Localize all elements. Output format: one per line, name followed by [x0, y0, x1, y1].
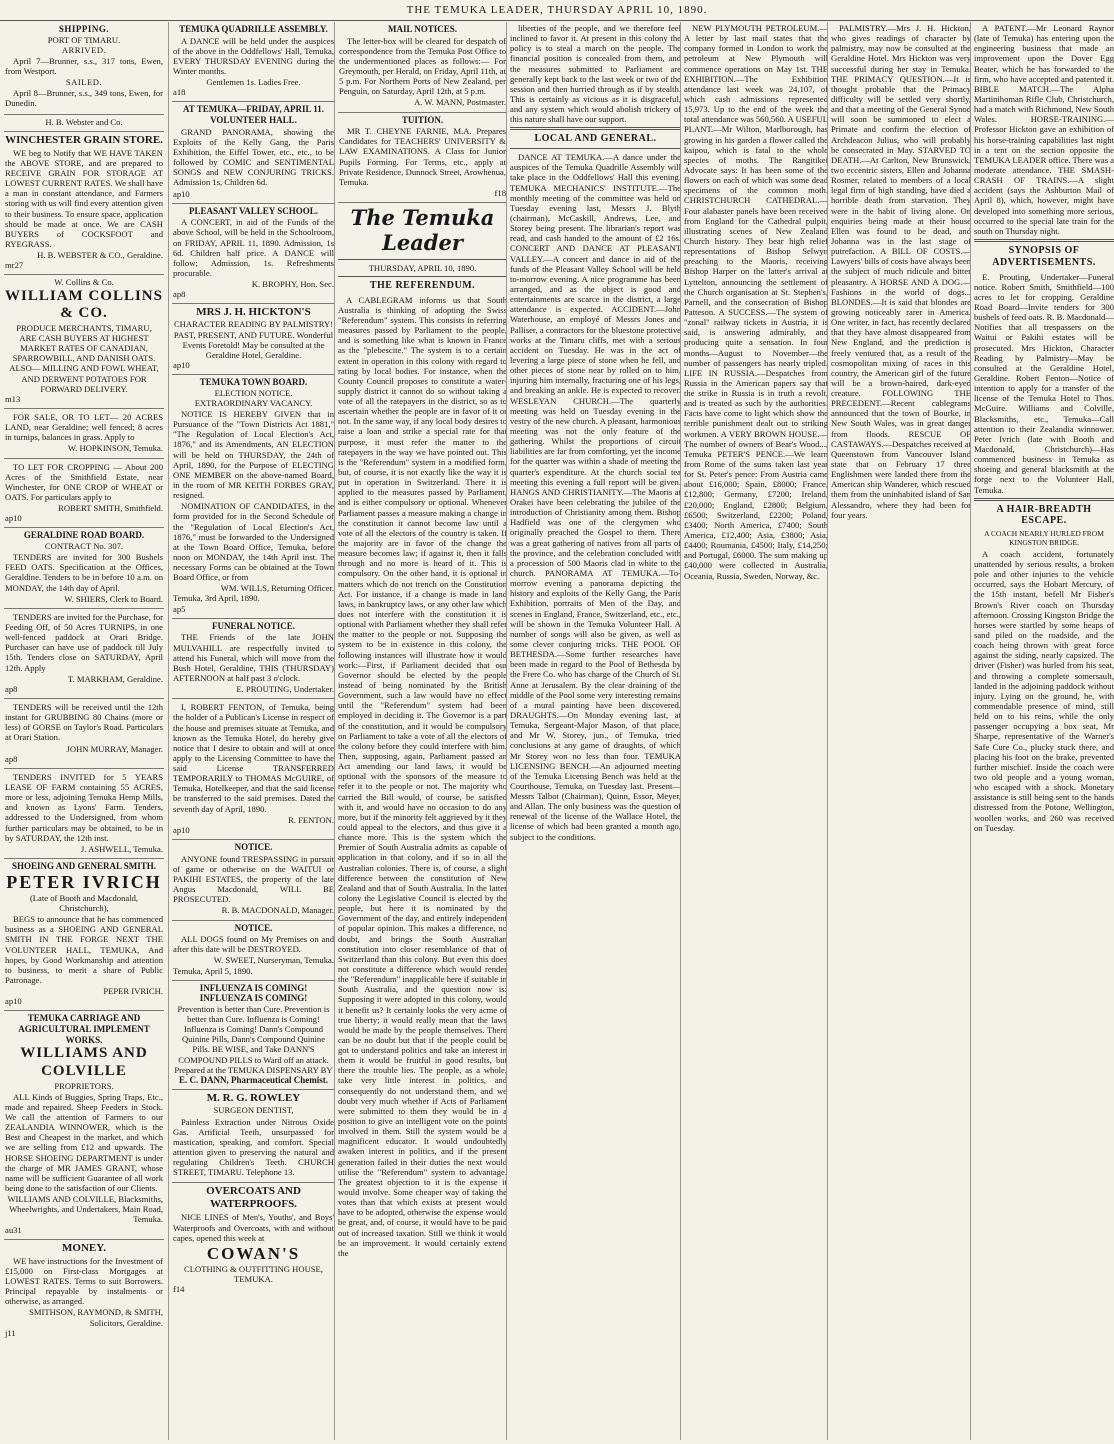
mail-body: The letter-box will be cleared for despatch of correspondence from the Temuka Post Office to the undermentioned places as follows:— For Greymouth, per Herald, on Friday, April 11th, at 5 p.m. For Northern Ports of New Zealand, per Penguin, on Saturday, April 12th, at 5 p.m. — [339, 35, 506, 97]
town-board-sig: WM. WILLS, Returning Officer. — [220, 583, 334, 594]
fenton-code: ap10 — [173, 824, 190, 835]
to-let-ad — [4, 459, 164, 529]
smith-code: ap10 — [5, 996, 22, 1007]
cowan-sub: CLOTHING & OUTFITTING HOUSE, TEMUKA. — [184, 1263, 323, 1284]
tuition-code: f18 — [494, 188, 506, 199]
tuition-title: TUITION. — [401, 114, 444, 125]
influenza-title: INFLUENZA IS COMING! INFLUENZA IS COMING! — [199, 982, 308, 1004]
cowan-body: NICE LINES of Men's, Youths', and Boys' Waterproofs and Overcoats, with and without capes, opened this week at — [173, 1212, 334, 1243]
for-sale-sig: W. HOPKINSON, Temuka. — [67, 443, 163, 454]
synopsis-body: E. Prouting, Undertaker—Funeral notice. Robert Smith, Smithfield—100 acres to let for cropping. Geraldine Road Board—Invite tenders for 300 bushels of feed oats. R. B. Macdonald—Notifies that all trespassers on the Waitui or Pakihi estates will be prosecuted. Mrs Hickton, Character Reading by Palmistry—May be consulted at the Geraldine Hotel, Geraldine. Robert Fenton—Notice of intention to apply for a transfer of the license of the Temuka Hotel to Thos. McGuire. Williams and Colville, Blacksmiths, etc., Temuka—Call attention to their Zealandia winnower. Peter Ivrich (late with Booth and Macdonald, Christchurch)—Has commenced business in Temuka as shoeing and general blacksmith at the forge next to the Volunteer Hall, Temuka. — [974, 271, 1114, 495]
cowan-code: f14 — [173, 1284, 185, 1295]
money-ad — [4, 1240, 164, 1342]
funeral-body: THE Friends of the late JOHN MULVAHILL are respectfully invited to attend his Funeral, which will move from the Bush Hotel, Geraldine, THIS (THURSDAY) AFTERNOON at half past 3 o'clock. — [173, 632, 334, 683]
collins-title: WILLIAM COLLINS & CO. — [5, 287, 163, 322]
notice2-body: ALL DOGS found on My Premises on and after this date will be DESTROYED. — [173, 934, 334, 955]
webster-line: H. B. Webster and Co. — [4, 115, 164, 132]
turnips-code: ap8 — [5, 683, 18, 694]
grain-store-code: mr27 — [5, 260, 24, 271]
collins-sub: PRODUCE MERCHANTS, TIMARU, — [16, 322, 152, 333]
williams-title: WILLIAMS AND COLVILLE — [20, 1045, 148, 1079]
fenton-ad — [172, 699, 335, 840]
column6-body: PALMISTRY.—Mrs J. H. Hickton, who gives readings of character by palmistry, may now be consulted at the Geraldine Hotel. Mrs Hickton was very successful during her stay in Temuka. THE PRIMACY QUESTION.—It is thought probable that the Primacy difficulty will be settled very shortly, and that a meeting of the General Synod will soon be summoned to elect a Primate and confirm the election of Archdeacon Julius, who will probably be consecrated in May. STARVED TO DEATH.—At Carlton, New Brunswick, two eccentric sisters, Ellen and Johanna Rosmer, related to members of a local legal firm of high standing, have died a horrible death from starvation. They were in the habit of living alone. On enquiries being made at their house Ellen was found to be dead, and Johanna was in the last stage of putrefaction. A BILL OF COSTS.—Lawyers' bills of costs have always been the subject of much ridicule and bitter pleasantry. A HORSE AND A DOG.—Fashions in the world of dogs... BLONDES.—It is said that blondes are growing noticeably rarer in America. One writer, in fact, has recently declared that they have almost disappeared from New England, and the prediction is freely ventured that, as a result of the cosmopolitan mixing of races in this country, the American girl of the future will be a brown-haired, dark-eyed creature. FOLLOWING THE PRECEDENT.—Recent cablegrams announced that the town of Bourke, in New South Wales, was in great danger from floods. RESCUE OF CASTAWAYS.—Despatches received at Queenstown from Vancouver Island state that on February 17 three Englishmen were landed there from the American ship Wanderer, which rescued them from the uninhabited island of San Alessandro, where they had been for four years. — [831, 23, 971, 520]
local-general-title: LOCAL AND GENERAL. — [534, 133, 657, 145]
masthead-title: The Temuka Leader — [350, 205, 495, 255]
town-board-date: Temuka, 3rd April, 1890. — [173, 593, 260, 604]
fenton-body: I, ROBERT FENTON, of Temuka, being the holder of a Publican's License in respect of the house and premises situate at Temuka, and known as the Temuka Hotel, do hereby give notice that I desire to obtain and will at once apply to the Licensing Committee to have the said License TRANSFERRED TEMPORARILY to THOMAS McGUIRE, of Temuka, Hotelkeeper, and that the said license be transferred to the said premises. Dated the seventh day of April, 1890. — [173, 702, 334, 814]
rowley-body: Painless Extraction under Nitrous Oxide Gas. Artificial Teeth, unsurpassed for mastication, speaking, and comfort. Special attention given to preserving the natural and regulating Children's Teeth. CHURCH STREET, TIMARU. Telephone 13. — [173, 1116, 334, 1178]
shipping-section — [4, 22, 164, 115]
hickton-body: CHARACTER READING BY PALMISTRY! PAST, PRESENT, AND FUTURE. Wonderful Events Foretold! May be consulted at the Geraldine Hotel, Geraldine. — [173, 319, 334, 360]
tuition-ad — [338, 113, 507, 204]
column-4 — [506, 22, 681, 1440]
masthead — [338, 206, 507, 277]
pleasant-code: ap8 — [173, 289, 186, 300]
quadrille-code: a18 — [173, 87, 186, 98]
grubbing-body: TENDERS will be received until the 12th instant for GRUBBING 80 Chains (more or less) of GORSE on Taylor's Road. Particulars at Orari Station. — [5, 702, 163, 743]
column-6 — [827, 22, 971, 1440]
williams-ad — [4, 1011, 164, 1239]
influenza-body: Prevention is better than Cure. Prevention is better than Cure. Influenza is Coming! Influenza is Coming! Dann's Compound Quinine Pills, Dann's Compound Quinine Pills. BE WISE, and Take DANN'S COMPOUND PILLS to Ward off an attack. Prepared at the TEMUKA DISPENSARY BY — [174, 1003, 333, 1075]
to-let-body: TO LET FOR CROPPING — About 200 Acres of the Smithfield Estate, near Winchester, for ONE CROP of WHEAT or OATS. For particulars apply to — [5, 461, 163, 503]
grain-store-title: WINCHESTER GRAIN STORE. — [5, 133, 163, 146]
sailed-text: April 8—Brunner, s.s., 349 tons, Ewen, for Dunedin. — [5, 88, 163, 109]
hickton-code: ap10 — [173, 359, 190, 370]
pleasant-body: A CONCERT, in aid of the Funds of the above School, will be held in the Schoolroom, on FRIDAY, APRIL 11, 1890. Admission, 1s 6d. Children half price. A DANCE will follow; Admission, 1s. Refreshments procurable. — [173, 217, 334, 278]
smith-sig: PEPER IVRICH. — [103, 986, 163, 997]
to-let-sig: ROBERT SMITH, Smithfield. — [58, 503, 163, 514]
funeral-sig: E. PROUTING, Undertaker. — [236, 684, 334, 695]
arrived-text: April 7—Brunner, s.s., 317 tons, Ewen, from Westport. — [5, 55, 163, 77]
to-let-code: ap10 — [5, 513, 22, 524]
quadrille-title: TEMUKA QUADRILLE ASSEMBLY. — [179, 24, 328, 34]
volunteer-ad — [172, 102, 335, 203]
pleasant-sig: K. BROPHY, Hon. Sec. — [251, 279, 334, 290]
sailed-label: SAILED. — [65, 77, 103, 88]
smith-body: BEGS to announce that he has commenced business as a SHOEING AND GENERAL SMITH IN THE FORGE NEXT THE VOLUNTEER HALL, TEMUKA, And hopes, by Good Workmanship and attention to business, to merit a share of Public Patronage. — [5, 914, 163, 985]
column5-body: NEW PLYMOUTH PETROLEUM.—A letter by last mail states that the company formed in London to work the petroleum at New Plymouth will commence operations on May 1st. THE EXHIBITION.—The Exhibition attendance last week was 24,107, of which cash admissions represented 15,973. Up to the end of the week the total attendance was 560,560. A USEFUL PLANT.—Mr Wilton, Marlborough, has growing in his garden a flower called the kaipou, which is fatal to the whole species of moths. The Rangitikei Advocate says: It has been some of the flowers on each of which was some dead specimens of the common moth. CHRISTCHURCH CATHEDRAL.—Four alabaster panels have been received from England for the Cathedral pulpit, illustrating scenes of New Zealand Church history. They bear high relief representations of Bishop Selwyn preaching to the Maoris, receiving Bishop Harper on the latter's arrival at Lyttelton, announcing the settlement of the Church organisation at St. Stephen's, Parnell, and the consecration of Bishop Patteson. A SUCCESS.—The system of "zonal" railway tickets in Austria, it is said, is answering admirably, and producing quite a sensation. In four months—August to November—the number of passengers has nearly tripled. LIFE IN RUSSIA.—Despatches from Russia in the American papers say that the strike in Russia is in truth a revolt, and is treated as such by the authorities. Facts have come to light which show the terrible punishment dealt out to striking workmen. A VERY BROWN HOUSE.—The number of owners of Bear's Wood..., Temuka PETER'S PENCE.—We learn from Rome of the sums taken last year for St. Peter's pence: From Austria came about £16,000; Spain, £8000; France, £12,800; Germany, £7200; Ireland, £20,000; England, £2800; Belgium, £6500; Switzerland, £2200; Poland, £3400; North America, £7400; South America, £12,400; Asia, £3800; Asia, £4400; Roumania, £4500; Italy, £14,250; and Portugal, £6000. The sum making up £40,000 were collected in Australia, Oceania, Russia, Sweden, Norway, &c. — [684, 23, 828, 581]
hickton-title: MRS J. H. HICKTON'S — [196, 306, 311, 319]
money-sig: SMITHSON, RAYMOND, & SMITH, Solicitors, Geraldine. — [29, 1307, 163, 1328]
cowan-ad — [172, 1183, 335, 1298]
lease-sig: J. ASHWELL, Temuka. — [80, 843, 163, 854]
notice2-title: NOTICE. — [234, 922, 273, 933]
shipping-title: SHIPPING. — [58, 24, 110, 34]
influenza-sig: E. C. DANN, Pharmaceutical Chemist. — [179, 1074, 328, 1085]
turnips-ad — [4, 609, 164, 699]
hickton-ad — [172, 304, 335, 375]
smith-title: SHOEING AND GENERAL SMITH. — [11, 860, 157, 871]
column-7 — [970, 22, 1114, 1440]
turnips-sig: T. MARKHAM, Geraldine. — [67, 673, 163, 684]
rowley-ad — [172, 1090, 335, 1183]
for-sale-body: FOR SALE, OR TO LET— 20 ACRES LAND, near Geraldine; well fenced; 8 acres in turnips, balances in grass. Apply to — [5, 412, 163, 443]
for-sale-ad — [4, 409, 164, 459]
town-board-body: NOTICE IS HEREBY GIVEN that in Pursuance of the "Town Districts Act 1881," "The Regulation of Local Election's Act, 1876," and its Amendments, AN ELECTION will be held on THURSDAY, the 24th of April, 1890, for the Purpose of ELECTING ONE MEMBER on the above-named Board, in the room of MR KEITH FORBES GRAY, resigned. — [173, 408, 334, 501]
rowley-title: M. R. G. ROWLEY — [206, 1092, 301, 1105]
mail-sig: A. W. MANN, Postmaster. — [414, 97, 506, 108]
town-board-ad — [172, 375, 335, 619]
escape-title: A HAIR-BREADTH ESCAPE. — [996, 503, 1092, 527]
road-board-sig: W. SHIERS, Clerk to Board. — [64, 593, 163, 604]
money-code: j11 — [5, 1327, 16, 1338]
money-title: MONEY. — [62, 1241, 106, 1254]
page-header: THE TEMUKA LEADER, THURSDAY APRIL 10, 1890. — [0, 0, 1114, 21]
williams-top: TEMUKA CARRIAGE AND AGRICULTURAL IMPLEMENT WORKS. — [18, 1013, 150, 1045]
smith-ad — [4, 859, 164, 1011]
referendum-title: THE REFERENDUM. — [369, 279, 476, 291]
town-board-extra: EXTRAORDINARY VACANCY. — [194, 397, 313, 408]
grubbing-ad — [4, 699, 164, 769]
quadrille-ad — [172, 22, 335, 102]
lease-body: TENDERS INVITED for 5 YEARS LEASE OF FARM containing 55 ACRES, more or less, adjoining Temuka Hemp Mills, and known as Lyons' Farm. Tenders, addressed to the Undersigned, from whom further particulars may be obtained, to be in by SATURDAY, the 12th inst. — [5, 771, 163, 843]
masthead-date: THURSDAY, APRIL 10, 1890. — [368, 262, 477, 273]
town-board-code: ap5 — [173, 603, 186, 614]
volunteer-title: AT TEMUKA—FRIDAY, APRIL 11. VOLUNTEER HALL. — [182, 104, 325, 126]
referendum-body: A CABLEGRAM informs us that South Australia is thinking of adopting the Swiss "Referendum" system. This consists in referring measures passed by Parliament to the people, and is something like what is known in France as the "plebescite." The system is to a certain extent in operation in this colony with regard to rating by local bodies. For instance, when the County Council proposes to constitute a water-supply district it cannot do so without taking a vote of all the ratepayers in the district, so as to ascertain whether the people are in favor of it or not. In the same way, if any local body desires to raise a loan and strike a special rate for that purpose, it must refer the matter to the ratepayers in the way we have pointed out. This is the "Referendum" system in a modified form, but, of course, it is not exactly like the way it is put in operation in Switzerland. There it is applied to the measures passed by Parliament, and is either compulsory or optional. Whenever Parliament passes a measure making a change in the constitution it cannot become law until a vote of all the electors of the country is taken. If the majority are in favor of the change the measure becomes law; if against it, then it falls through and no more is heard of it. This is compulsory. On the other hand, it is optional in matters which do not trench on the Constitution Act. For instance, if a change is made in land laws, in bankruptcy laws, or any other law which does not interfere with the constitution it is optional with Parliament whether they shall refer the matter to the people or not. Supposing the system to be in existence in this colony, the following instances will illustrate how it would work:—First, if Parliament decided that our Governor should be elected by the people instead of being nominated by the British Government, such a law would have no effect until the "Referendum" system had been employed in deciding it. The Governor is a part of the constitution, and it would be compulsory on Parliament to take a vote of all the electors of the colony before they could interfere with him. Then, supposing, again, Parliament passed an Act amending our land laws, it would be optional with the sponsors of the measure to refer it to the people or not. The majority who carried the Bill would, of course, be satisfied with it, and would have no occasion to do any more, but if the minority felt aggrieved by it they could appeal to the electors, and thus give it a chance more. This is the system which the Premier of South Australia admits as capable of application in that colony, and if so in all the Australian colonies. There is, of course, a slight difference between the constitution of New Zealand and that of South Australia. In the latter colony the Legislative Council is elected by the people, but here it is nominated by the Government of the day, and entirely independent of popular opinion. This makes a difference, no doubt, and brings the South Australian constitution into closer resemblance of that of Switzerland than this colony. But even this does not constitute a difference which would render the "Referendum" inapplicable here if suitable in South Australia, and the question now is: Supposing it were adopted in this colony, would it benefit us? It certainly looks the very acme of true liberty; it would really mean that the laws would be made by the people themselves. There can be no doubt but that if the people could be got to understand politics and take an interest in them it would be fruitful in good results, but there the trouble lies. The people, as a whole, take very little interest in politics, and consequently do not understand them, and we doubt very much whether if Acts of Parliament were submitted to them they would be in a position to give an intelligent vote on the points involved in them. Still the system would be a magnificent educator. It would undoubtedly awaken interest in politics, and if the present generation failed in their duties the next would utilise the "Referendum" system to advantage. The greatest objection to it is the expense it would involve. Some cheaper way of taking the votes than that which exists at present would have to be adopted, otherwise the expense would be great, and, of course, it would have to be paid out of increased taxation. Still we think it would be an improvement. It would certainly extend the — [338, 294, 507, 1258]
cowan-name: COWAN'S — [206, 1243, 301, 1263]
notice2-date: Temuka, April 5, 1890. — [173, 965, 253, 976]
williams-body: ALL Kinds of Buggies, Spring Traps, Etc., made and repaired. Sheep Feeders in Stock. We call the attention of Farmers to our ZEALANDIA WINNOWER, which is the Best and Cheapest in the market, and which we are selling from £12 and upwards. The HORSE SHOEING DEPARTMENT is under the charge of MR JAMES GRANT, whose name will be sufficient Guarantee of all work being done to the satisfaction of our Clients. — [5, 1091, 163, 1193]
column-3 — [334, 22, 507, 1440]
volunteer-code: ap10 — [173, 188, 190, 199]
grubbing-sig: JOHN MURRAY, Manager. — [66, 743, 163, 754]
turnips-body: TENDERS are invited for the Purchase, for Feeding Off, of 50 Acres TURNIPS, in one well-fenced paddock at Orari Bridge. Purchaser can have use of paddock till July 15th. Tenders close on SATURDAY, April 12th. Apply — [5, 611, 163, 673]
quadrille-body: A DANCE will be held under the auspices of the above in the Oddfellows' Hall, Temuka, EVERY THURSDAY EVENING during the Winter months. — [173, 35, 334, 77]
town-board-title: TEMUKA TOWN BOARD. — [199, 377, 308, 388]
funeral-title: FUNERAL NOTICE. — [211, 620, 295, 631]
column-2 — [168, 22, 335, 1440]
volunteer-body: GRAND PANORAMA, showing the Exploits of the Kelly Gang, the Paris Exhibition, the Eiffel Tower, etc., etc., to be followed by COMIC and SENTIMENTAL SONGS and NEW CONJURING TRICKS. Admission 1s, Children 6d. — [173, 126, 334, 188]
column-5 — [680, 22, 828, 1440]
grain-store-body: WE beg to Notify that WE HAVE TAKEN the ABOVE STORE, and are prepared to RECEIVE GRAIN FOR STORAGE AT LOWEST CURRENT RATES. We shall have a man in constant attendance, and Farmers storing with us will find every attention given to their business. To ensure space, application should be made at once. We are CASH BUYERS of COCKSFOOT and RYEGRASS. — [5, 147, 163, 249]
money-body: WE have instructions for the Investment of £15,000 on First-class Mortgages at LOWEST RATES. Terms to suit Borrowers. Principal repayable by instalments or otherwise, as arranged. — [5, 1255, 163, 1307]
lease-ad — [4, 769, 164, 859]
grain-store-ad — [4, 132, 164, 276]
grubbing-code: ap8 — [5, 753, 18, 764]
road-board-body: TENDERS are invited for 300 Bushels FEED OATS. Specification at the Offices, Geraldine. Tenders to be in before 10 a.m. on MONDAY, the 14th day of April. — [5, 552, 163, 593]
collins-body: ARE CASH BUYERS AT HIGHEST MARKET RATES OF CANADIAN, SPARROWBILL, AND DANISH OATS. ALSO— MILLING AND FOWL WHEAT, AND DERWENT POTATOES FOR FORWARD DELIVERY. — [9, 333, 159, 394]
town-board-body2: NOMINATION OF CANDIDATES, in the form provided for in the Second Schedule of the "Regulation of Local Election's Act, 1876," must be forwarded to the Undersigned at the Town Board Office, Temuka, before noon on MONDAY, the 14th April inst. The necessary Forms can be obtained at the Town Board Office, or from — [173, 501, 334, 583]
road-board-title: GERALDINE ROAD BOARD. — [23, 530, 145, 541]
road-board-contract: CONTRACT No. 307. — [44, 541, 124, 552]
mail-title: MAIL NOTICES. — [387, 24, 458, 34]
collins-ad — [4, 275, 164, 409]
smith-sub: (Late of Booth and Macdonald, Christchurch), — [29, 892, 139, 913]
port-title: PORT OF TIMARU. — [47, 34, 121, 45]
notice1-body: ANYONE found TRESPASSING in pursuit of game or otherwise on the WAITUI or PAKIHI ESTATES, the property of the late Angus Macdonald, WILL BE PROSECUTED. — [173, 853, 334, 905]
notice2-sig: W. SWEET, Nurseryman, Temuka. — [213, 955, 334, 966]
notice1-ad — [172, 840, 335, 920]
town-board-election: ELECTION NOTICE. — [214, 387, 293, 398]
referendum-article — [338, 280, 507, 1258]
referendum-continued: liberties of the people, and we therefore feel inclined to favor it. At present in this colony the policy is to steal a march on the people. The financial position is concealed from them, and the measures submitted to Parliament are generally kept back to the last week or two of the session and then hurried through as if by stealth. This is certainly as vicious as it is disgraceful, and any system which would abolish trickery of this nature shall have our support. — [510, 23, 681, 125]
influenza-ad — [172, 981, 335, 1091]
collins-small: W. Collins & Co. — [54, 277, 114, 288]
tuition-body: MR T. CHEYNE FARNIE, M.A. Prepares Candidates for TEACHERS' UNIVERSITY & LAW EXAMINATIONS. A Class for Junior Pupils Forming. For Terms, etc., apply at Private Residence, Dunnock Street, Arowhenua, Temuka. — [339, 126, 506, 187]
synopsis-title: SYNOPSIS OF ADVERTISEMENTS. — [992, 244, 1096, 268]
collins-code: m13 — [5, 393, 21, 404]
notice1-sig: R. B. MACDONALD, Manager. — [221, 905, 334, 916]
funeral-ad — [172, 619, 335, 699]
escape-body: A coach accident, fortunately unattended by serious results, a broken pole and other injuries to the vehicle occurred, says the Hobart Mercury, of the 15th instant, befell Mr Fisher's Brown's River coach on Thursday afternoon. Crossing Kingston Bridge the horses were startled by some heaps of sand piled on the roadside, and the coach being thrown with great force against the siding, nearly capsized. The driver (Fisher) was hurled from his seat, and throwing a complete somersault, landed in the adjoining paddock without injury. Lying on the ground, he, with commendable presence of mind, still held on to his reins, while the only passenger occupying a box seat, Mr Sharpe, representative of the Warner's Safe Cure Co., plucky stuck there, and placing his foot on the brake, prevented further mischief. Inside the coach were two old people and a young woman, who escaped with a shock. Monetary assistance is still being sent to the hands distressed from the Potone, Wellington, woollen works, and 260 was received on Tuesday. — [974, 548, 1114, 833]
williams-sig: WILLIAMS AND COLVILLE, Blacksmiths, Wheelwrights, and Undertakers, Main Road, Temuka. — [7, 1194, 163, 1225]
grain-store-sig: H. B. WEBSTER & CO., Geraldine. — [37, 250, 163, 261]
local-general-body: DANCE AT TEMUKA.—A dance under the auspices of the Temuka Quadrille Assembly will take place in the Oddfellows' Hall this evening. TEMUKA MECHANICS' INSTITUTE.—The monthly meeting of the committee was held on Tuesday evening last, Messrs J. Blyth (chairman), McCaskill, Andrews, Lee, and Storey being present. The librarian's report was read, and cash handed to the amount of £2 16s. CONCERT AND DANCE AT PLEASANT VALLEY.—A concert and dance in aid of the funds of the Pleasant Valley School will be held to-morrow evening. A nice programme has been arranged, and as the object is good and entertainments are scarce in the district, a large attendance is expected. ACCIDENT.—John Waterhouse, an employé of Messrs Jones and Palliser, a contractors for the bluestone protective works at the Timaru cliffs, met with a serious accident on Tuesday. He was in the act of levering a large piece of stone when he fell, and other pieces of stone near by rolled on to him, injuring him internally, fracturing one of his legs, and breaking an ankle. He is expected to recover. WESLEYAN CHURCH.—The quarterly meeting was held on Tuesday evening in the vestry of the new church. A pleasant, harmonious meeting was not the only feature of the gathering. Whilst the proportions of circuit liabilities are far from comforting, yet the income for the quarter was within a shade of meeting the quarter's expenditure. At the church social tea meeting this evening a full report will be given. HANGS AND CHRISTIANITY.—The Maoris at Orakei have been celebrating the jubilee of the introduction of Christianity among them. Bishop Hadfield was one of the clergymen who originally preached the Gospel to them. There was a great gathering of natives from all parts of the province, and the celebration concluded with a procession of 500 Maoris clad in white to the church. PANORAMA AT TEMUKA.—To-morrow evening a panorama depicting the history and exploits of the Kelly Gang, the Paris Exhibition, portraits of Men of the Day, and scenes in England, France, Switzerland, etc., etc., will be shown in the Temuka Volunteer Hall. A number of songs will also be given, as well as some clever conjuring tricks. THE POOL OF BETHESDA.—Some further researches have been made in regard to the Pool of Bethesda by the Frere Co. who has charge of the Church of St. Anne at Jerusalem. By the clear draining of the middle of the Pool some very interesting remains of a mural painting have been discovered. DRAUGHTS.—On Monday evening last, at Temuka, Sergeant-Major Mason, of that place, and Mr W. Storey, jun., of Temuka, tried conclusions at any game of draughts, of which Mr Storey won no less than four. TEMUKA LICENSING BENCH.—An adjourned meeting of the Temuka Licensing Bench was held at the Courthouse, Temuka, on Tuesday last. Present—Messrs Talbot (Chairman), Quinn, Essor, Meyer, and Allan. The only business was the question of renewal of the license of the Wallace Hotel, the license of which had been granted a month ago, subject to the conditions. — [510, 152, 681, 842]
column-1 — [4, 22, 164, 1440]
williams-code: au31 — [5, 1224, 22, 1235]
notice1-title: NOTICE. — [234, 842, 273, 853]
pleasant-title: PLEASANT VALLEY SCHOOL. — [189, 205, 318, 216]
escape-sub: A COACH NEARLY HURLED FROM KINGSTON BRIDGE. — [984, 529, 1104, 548]
cowan-title: OVERCOATS AND WATERPROOFS. — [206, 1185, 301, 1211]
road-board-ad — [4, 528, 164, 608]
smith-name: PETER IVRICH — [6, 871, 162, 892]
fenton-sig: R. FENTON. — [288, 814, 334, 825]
column7-body: A PATENT.—Mr Leonard Raynor (late of Temuka) has entering upon the engineering business that made an improvement upon the Dover Egg Beater, which he has forwarded to the firm, who have accepted and patented it. BIBLE MATCH.—The Alpha Martinihoman Rifle Club, Christchurch, had a match with Richmond, New South Wales. HORSE-TRAINING.—Professor Hickton gave an exhibition of his horse-training capabilities last night in a tent on the section opposite the TEMUKA LEADER office. There was a moderate attendance. THE SMASH-CRASH OF TRAINS.—A slight accident (says the Ashburton Mail of April 8), which, however, might have developed into something more serious, occurred to the special late train for the south on Thursday night. — [974, 23, 1114, 236]
pleasant-ad — [172, 204, 335, 305]
mail-notices — [338, 22, 507, 113]
williams-sub: PROPRIETORS. — [54, 1080, 114, 1091]
rowley-sub: SURGEON DENTIST, — [213, 1105, 294, 1116]
notice2-ad — [172, 921, 335, 981]
quadrille-sig: Gentlemen 1s. Ladies Free. — [206, 77, 301, 88]
arrived-label: ARRIVED. — [61, 44, 107, 55]
